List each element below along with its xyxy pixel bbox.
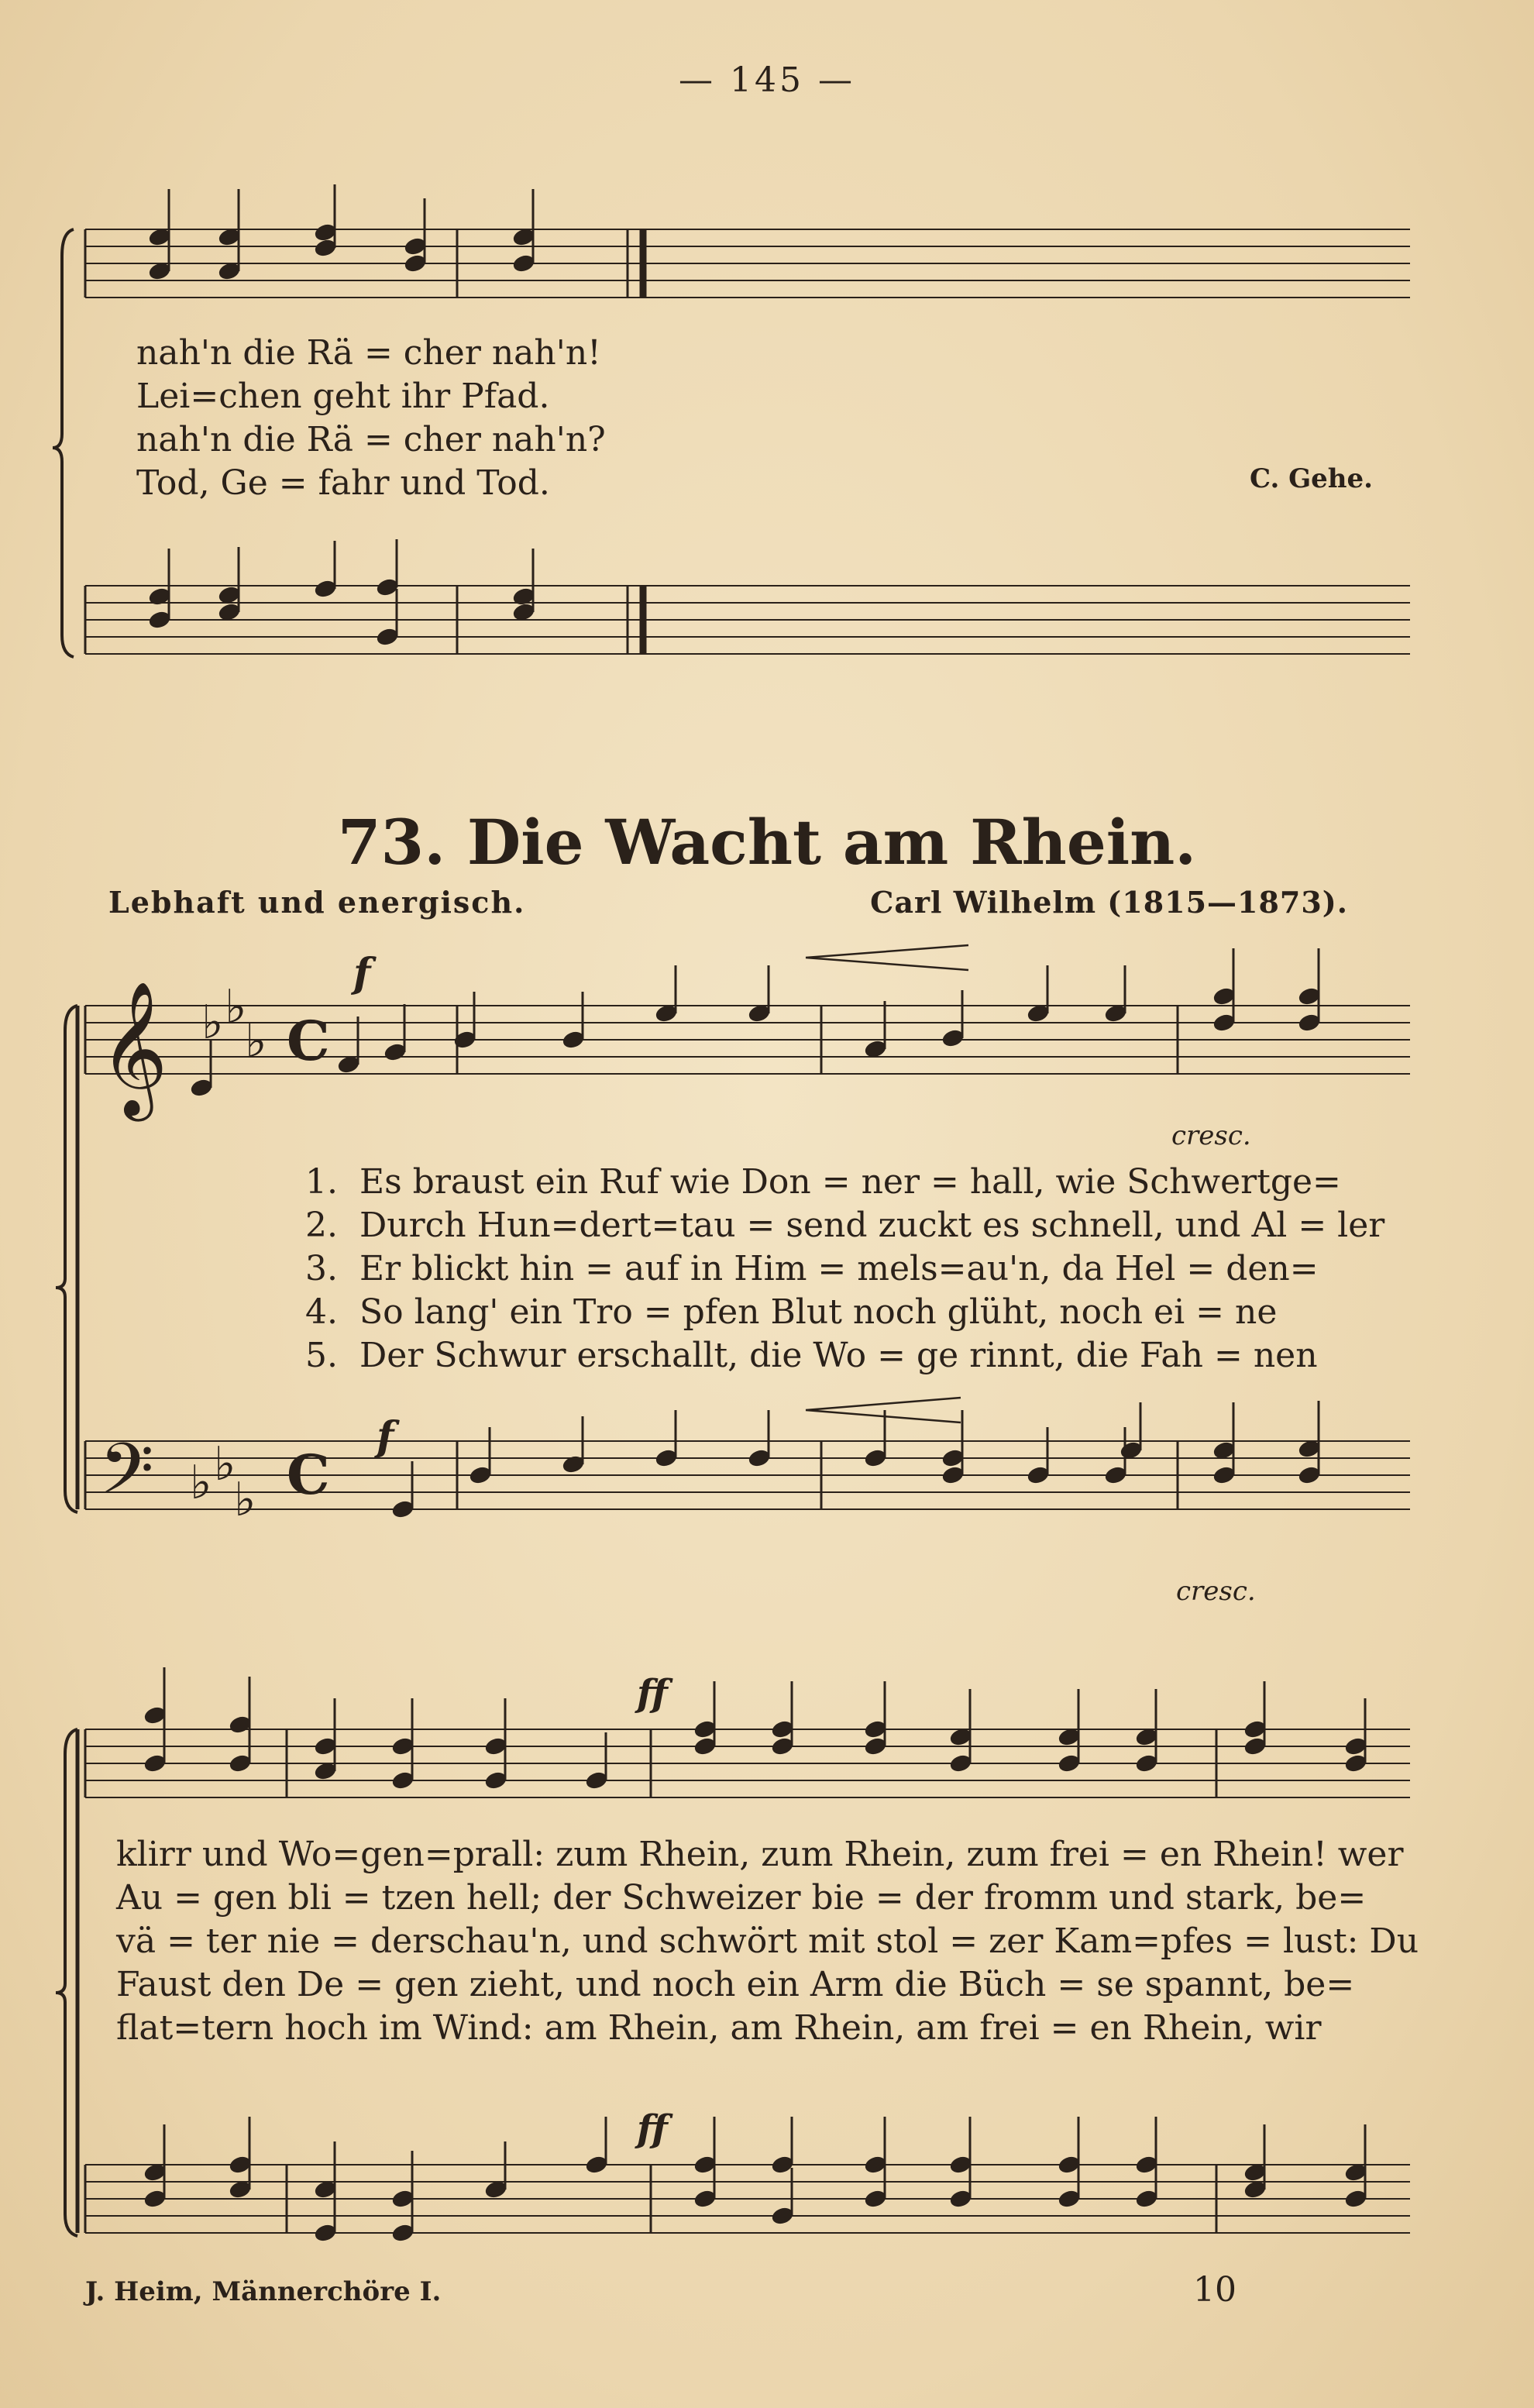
verse-line: 3. Er blickt hin = auf in Him = mels=au'n, da Hel = den= [305,1249,1319,1288]
lyric-line: nah'n die Rä = cher nah'n! [136,333,601,373]
flat-icon: ♭ [225,980,247,1034]
verse-line: klirr und Wo=gen=prall: zum Rhein, zum Rhein, zum frei = en Rhein! wer [116,1835,1404,1874]
verses [294,1162,1384,1379]
verse-line: 4. So lang' ein Tro = pfen Blut noch glüht, noch ei = ne [305,1292,1278,1332]
staff-1-top [85,229,1410,298]
verse-line: Au = gen bli = tzen hell; der Schweizer bie = der fromm und stark, be= [116,1878,1367,1918]
footer-signature-number: 10 [1193,2270,1236,2310]
flat-icon: ♭ [234,1473,256,1527]
flat-icon: ♭ [245,1014,267,1068]
treble-clef-icon: 𝄞 [99,981,168,1116]
cresc-marking: cresc. [1171,1120,1251,1151]
dynamic-fortissimo: ff [637,1672,668,1715]
footer-source: J. Heim, Männerchöre I. [85,2276,442,2307]
bass-clef-icon: 𝄢 [99,1428,154,1527]
verse-line: vä = ter nie = derschau'n, und schwört mit stol = zer Kam=pfes = lust: Du [116,1921,1419,1961]
staff-3-bottom [85,2165,1410,2233]
top-lyrics [136,332,606,505]
flat-icon: ♭ [201,996,224,1050]
staff-3-top [85,1729,1410,1797]
lyric-line: nah'n die Rä = cher nah'n? [136,420,606,459]
lyric-line: Tod, Ge = fahr und Tod. [136,463,550,503]
flat-icon: ♭ [190,1456,212,1510]
staff-2-top [85,1006,1410,1074]
verse-line: 5. Der Schwur erschallt, die Wo = ge rinnt, die Fah = nen [305,1336,1318,1375]
lyric-line: Lei=chen geht ihr Pfad. [136,377,550,416]
verse-line: Faust den De = gen zieht, und noch ein Arm die Büch = se spannt, be= [116,1965,1355,2004]
dynamic-fortissimo: ff [637,2107,668,2151]
flat-icon: ♭ [214,1437,236,1491]
song-title: 73. Die Wacht am Rhein. [337,806,1197,879]
verse-line: flat=tern hoch im Wind: am Rhein, am Rhein, am frei = en Rhein, wir [116,2008,1322,2048]
cresc-marking: cresc. [1176,1576,1256,1607]
common-time-icon: C [287,1009,330,1073]
dynamic-forte: f [353,950,371,997]
staff-2-bottom [85,1441,1410,1509]
verse-line: 1. Es braust ein Ruf wie Don = ner = hall, wie Schwertge= [305,1162,1341,1202]
staff-1-bottom [85,586,1410,654]
common-time-icon: C [287,1443,330,1507]
verse-line: 2. Durch Hun=dert=tau = send zuckt es schnell, und Al = ler [305,1206,1385,1245]
composer: Carl Wilhelm (1815—1873). [870,885,1348,920]
tempo-marking: Lebhaft und energisch. [108,885,526,920]
dynamic-forte: f [377,1413,394,1460]
page-number: — 145 — [679,60,855,100]
arranger: C. Gehe. [1250,463,1373,494]
verses-continued [116,1835,1419,2052]
